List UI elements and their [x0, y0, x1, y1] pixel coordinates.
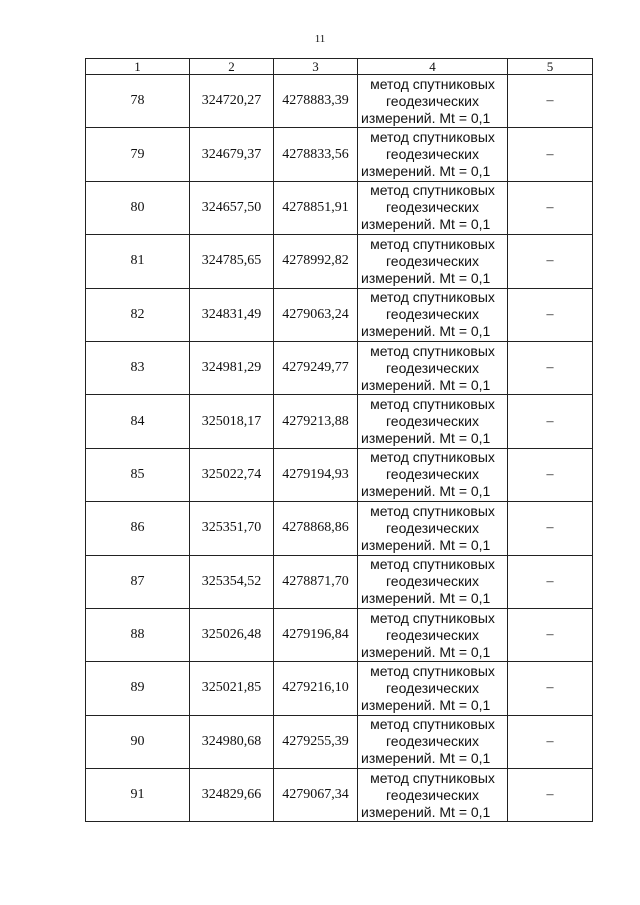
note-cell: – — [508, 715, 593, 768]
method-text-line: геодезических — [386, 573, 479, 590]
point-number-cell: 88 — [86, 608, 190, 661]
x-coordinate-cell: 324679,37 — [190, 128, 274, 181]
table-row — [86, 341, 593, 394]
table-header-row — [86, 59, 593, 75]
point-number-cell: 87 — [86, 555, 190, 608]
method-text-line: измерений. Mt = 0,1 — [361, 483, 491, 500]
method-text-line: геодезических — [386, 733, 479, 750]
y-coordinate-cell: 4279216,10 — [274, 662, 358, 715]
note-cell: – — [508, 181, 593, 234]
method-cell — [358, 75, 508, 128]
table-row — [86, 181, 593, 234]
column-header-x: 2 — [190, 59, 274, 75]
coordinates-table — [85, 58, 593, 822]
y-coordinate-cell: 4278883,39 — [274, 75, 358, 128]
y-coordinate-cell: 4279063,24 — [274, 288, 358, 341]
x-coordinate-cell: 325021,85 — [190, 662, 274, 715]
column-header-note: 5 — [508, 59, 593, 75]
method-text-line: метод спутниковых — [370, 396, 495, 413]
note-cell: – — [508, 502, 593, 555]
point-number-cell: 91 — [86, 769, 190, 822]
method-cell — [358, 555, 508, 608]
method-text-line: измерений. Mt = 0,1 — [361, 590, 491, 607]
method-cell — [358, 715, 508, 768]
table-row — [86, 395, 593, 448]
method-text-line: измерений. Mt = 0,1 — [361, 536, 491, 553]
x-coordinate-cell: 325351,70 — [190, 502, 274, 555]
method-cell — [358, 608, 508, 661]
x-coordinate-cell: 325026,48 — [190, 608, 274, 661]
method-text-line: измерений. Mt = 0,1 — [361, 430, 491, 447]
method-cell — [358, 448, 508, 501]
table-row — [86, 75, 593, 128]
method-text-line: геодезических — [386, 252, 479, 269]
x-coordinate-cell: 324980,68 — [190, 715, 274, 768]
point-number-cell: 79 — [86, 128, 190, 181]
y-coordinate-cell: 4279194,93 — [274, 448, 358, 501]
page-number: 11 — [314, 33, 326, 45]
x-coordinate-cell: 325354,52 — [190, 555, 274, 608]
method-text-line: геодезических — [386, 679, 479, 696]
method-text-line: метод спутниковых — [370, 769, 495, 786]
table-row — [86, 502, 593, 555]
table-row — [86, 128, 593, 181]
method-cell — [358, 235, 508, 288]
method-text-line: геодезических — [386, 626, 479, 643]
table-row — [86, 769, 593, 822]
table-body — [86, 75, 593, 822]
method-cell — [358, 288, 508, 341]
method-cell — [358, 502, 508, 555]
x-coordinate-cell: 324785,65 — [190, 235, 274, 288]
method-text-line: метод спутниковых — [370, 75, 495, 92]
point-number-cell: 82 — [86, 288, 190, 341]
y-coordinate-cell: 4278851,91 — [274, 181, 358, 234]
note-cell: – — [508, 395, 593, 448]
y-coordinate-cell: 4279213,88 — [274, 395, 358, 448]
y-coordinate-cell: 4279255,39 — [274, 715, 358, 768]
x-coordinate-cell: 324829,66 — [190, 769, 274, 822]
table-row — [86, 555, 593, 608]
method-text-line: метод спутниковых — [370, 182, 495, 199]
note-cell: – — [508, 769, 593, 822]
note-cell: – — [508, 662, 593, 715]
note-cell: – — [508, 341, 593, 394]
method-text-line: геодезических — [386, 413, 479, 430]
method-text-line: метод спутниковых — [370, 129, 495, 146]
note-cell: – — [508, 608, 593, 661]
column-header-point: 1 — [86, 59, 190, 75]
table-row — [86, 288, 593, 341]
y-coordinate-cell: 4278868,86 — [274, 502, 358, 555]
point-number-cell: 89 — [86, 662, 190, 715]
table-row — [86, 235, 593, 288]
method-text-line: метод спутниковых — [370, 609, 495, 626]
method-text-line: измерений. Mt = 0,1 — [361, 376, 491, 393]
method-text-line: метод спутниковых — [370, 556, 495, 573]
point-number-cell: 90 — [86, 715, 190, 768]
method-text-line: метод спутниковых — [370, 449, 495, 466]
method-cell — [358, 341, 508, 394]
method-text-line: геодезических — [386, 359, 479, 376]
method-text-line: измерений. Mt = 0,1 — [361, 216, 491, 233]
method-cell — [358, 395, 508, 448]
point-number-cell: 78 — [86, 75, 190, 128]
method-cell — [358, 769, 508, 822]
method-text-line: измерений. Mt = 0,1 — [361, 323, 491, 340]
table-row — [86, 608, 593, 661]
note-cell: – — [508, 288, 593, 341]
method-text-line: измерений. Mt = 0,1 — [361, 163, 491, 180]
method-text-line: измерений. Mt = 0,1 — [361, 696, 491, 713]
note-cell: – — [508, 235, 593, 288]
point-number-cell: 81 — [86, 235, 190, 288]
column-header-y: 3 — [274, 59, 358, 75]
method-text-line: метод спутниковых — [370, 342, 495, 359]
x-coordinate-cell: 324981,29 — [190, 341, 274, 394]
method-text-line: метод спутниковых — [370, 716, 495, 733]
method-text-line: метод спутниковых — [370, 235, 495, 252]
x-coordinate-cell: 324720,27 — [190, 75, 274, 128]
table-row — [86, 662, 593, 715]
point-number-cell: 83 — [86, 341, 190, 394]
table-row — [86, 715, 593, 768]
point-number-cell: 86 — [86, 502, 190, 555]
point-number-cell: 85 — [86, 448, 190, 501]
y-coordinate-cell: 4278992,82 — [274, 235, 358, 288]
x-coordinate-cell: 325022,74 — [190, 448, 274, 501]
x-coordinate-cell: 324657,50 — [190, 181, 274, 234]
method-cell — [358, 662, 508, 715]
method-text-line: геодезических — [386, 146, 479, 163]
note-cell: – — [508, 75, 593, 128]
y-coordinate-cell: 4278871,70 — [274, 555, 358, 608]
method-text-line: геодезических — [386, 306, 479, 323]
method-text-line: измерений. Mt = 0,1 — [361, 269, 491, 286]
column-header-method: 4 — [358, 59, 508, 75]
method-text-line: метод спутниковых — [370, 502, 495, 519]
method-text-line: геодезических — [386, 519, 479, 536]
note-cell: – — [508, 128, 593, 181]
method-cell — [358, 181, 508, 234]
x-coordinate-cell: 324831,49 — [190, 288, 274, 341]
method-text-line: метод спутниковых — [370, 289, 495, 306]
note-cell: – — [508, 448, 593, 501]
method-text-line: геодезических — [386, 786, 479, 803]
method-text-line: измерений. Mt = 0,1 — [361, 643, 491, 660]
y-coordinate-cell: 4279196,84 — [274, 608, 358, 661]
point-number-cell: 84 — [86, 395, 190, 448]
table-row — [86, 448, 593, 501]
method-cell — [358, 128, 508, 181]
y-coordinate-cell: 4278833,56 — [274, 128, 358, 181]
x-coordinate-cell: 325018,17 — [190, 395, 274, 448]
method-text-line: измерений. Mt = 0,1 — [361, 109, 491, 126]
y-coordinate-cell: 4279249,77 — [274, 341, 358, 394]
method-text-line: геодезических — [386, 199, 479, 216]
point-number-cell: 80 — [86, 181, 190, 234]
method-text-line: геодезических — [386, 92, 479, 109]
method-text-line: измерений. Mt = 0,1 — [361, 803, 491, 820]
method-text-line: метод спутниковых — [370, 662, 495, 679]
method-text-line: геодезических — [386, 466, 479, 483]
note-cell: – — [508, 555, 593, 608]
y-coordinate-cell: 4279067,34 — [274, 769, 358, 822]
method-text-line: измерений. Mt = 0,1 — [361, 750, 491, 767]
